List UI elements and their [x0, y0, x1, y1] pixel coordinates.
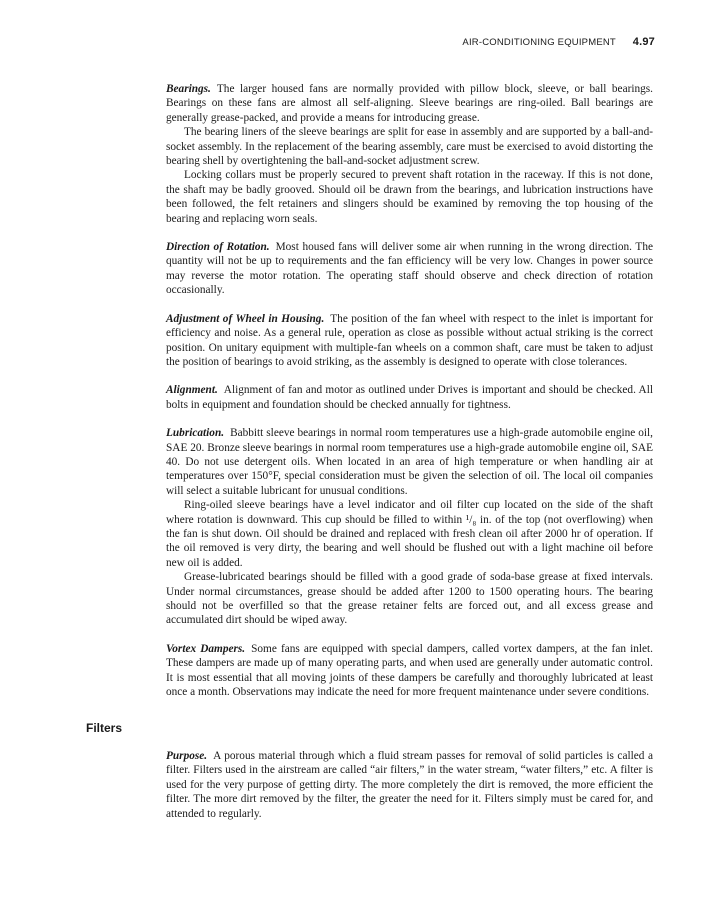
- rotation-section: [166, 240, 653, 298]
- paragraph: [166, 426, 653, 498]
- alignment-heading: Alignment.: [166, 384, 218, 397]
- paragraph: The bearing liners of the sleeve bearings are split for ease in assembly and are supported by a ball-and-socket assembly. In the replacement of the bearing assembly, care must be exercised to avoid distorting the bearing shell by overtightening the ball-and-socket adjustment screw.: [166, 126, 653, 168]
- paragraph: [166, 240, 653, 298]
- bearings-section: [166, 82, 653, 226]
- alignment-section: [166, 383, 653, 412]
- paragraph-text: Babbitt sleeve bearings in normal room temperatures use a high-grade automobile engine oil, SAE 20. Bronze sleeve bearings in normal room temperatures use a high-grade automobile engine oil, SAE 40. Do not use detergent oils. When located in an area of high temperature or when handling air at temperatures over 150°F, special consideration must be given the selection of oil. The local oil companies will select a suitable lubricant for unusual conditions.: [166, 427, 653, 497]
- lubrication-section: [166, 426, 653, 628]
- paragraph: Locking collars must be properly secured to prevent shaft rotation in the raceway. If this is not done, the shaft may be badly grooved. Should oil be drawn from the bearings, and lubrication instructions have been followed, the felt retainers and slingers should be examined by removing the top housing of the bearing and replacing worn seals.: [166, 169, 653, 225]
- paragraph-text: Alignment of fan and motor as outlined under Drives is important and should be checked. All bolts in equipment and foundation should be checked annually for tightness.: [166, 384, 653, 411]
- main-text: [166, 82, 653, 699]
- paragraph: [166, 749, 653, 821]
- filters-purpose-section: [166, 749, 653, 821]
- paragraph: Ring-oiled sleeve bearings have a level indicator and oil filter cup located on the side of the shaft where rotation is downward. This cup should be filled to within ¹/₈ in. of the top (not overflowing) when the fan is shut down. Oil should be drained and replaced with fresh clean oil after 2000 hr of operation. If the oil removed is very dirty, the bearing and well should be flushed out with a light machine oil before new oil is added.: [166, 499, 653, 569]
- paragraph-text: Some fans are equipped with special dampers, called vortex dampers, at the fan inlet. These dampers are made up of many operating parts, and when used are generally under automatic control. It is most essential that all moving joints of these dampers be carefully and thoroughly lubricated at least once a month. Observations may indicate the need for more frequent maintenance under severe conditions.: [166, 642, 653, 699]
- paragraph: [166, 82, 653, 125]
- vortex-dampers-section: [166, 642, 653, 700]
- running-header-title: AIR-CONDITIONING EQUIPMENT: [462, 37, 616, 48]
- paragraph-text: The larger housed fans are normally provided with pillow block, sleeve, or ball bearings. Bearings on these fans are almost all self-aligning. Sleeve bearings are ring-oiled. Ball bearings are generally grease-packed, and provide a means for introducing grease.: [166, 83, 653, 124]
- paragraph: Grease-lubricated bearings should be filled with a good grade of soda-base grease at fixed intervals. Under normal circumstances, grease should be added after 1200 to 1500 operating hours. The bearing should not be overfilled so that the grease retainer felts are forced out, and all excess grease and accumulated dirt should be wiped away.: [166, 571, 653, 627]
- rotation-heading: Direction of Rotation.: [166, 241, 270, 254]
- purpose-heading: Purpose.: [166, 750, 208, 762]
- wheel-adjustment-heading: Adjustment of Wheel in Housing.: [166, 312, 325, 325]
- filters-section-title: Filters: [86, 721, 123, 735]
- paragraph: [166, 642, 653, 700]
- page-number: 4.97: [632, 36, 655, 48]
- bearings-heading: Bearings.: [166, 83, 211, 95]
- lubrication-heading: Lubrication.: [166, 427, 225, 440]
- wheel-adjustment-section: [166, 312, 653, 370]
- paragraph: [166, 312, 653, 370]
- paragraph-text: A porous material through which a fluid stream passes for removal of solid particles is called a filter. Filters used in the airstream are called “air filters,” in the water stream, “water filters,” etc. A filter is used for the very purpose of getting dirty. The more completely the dirt is removed, the more efficient the filter. The more dirt removed by the filter, the greater the need for it. Filters simply must be cared for, and attended to regularly.: [166, 750, 653, 820]
- running-header: [462, 36, 655, 48]
- paragraph-text: The position of the fan wheel with respect to the inlet is important for efficiency and noise. As a general rule, operation as close as possible without actual striking is the correct position. On unitary equipment with multiple-fan wheels on a common shaft, care must be taken to adjust the position of bearings to avoid striking, as the assembly is designed to operate with close tolerances.: [166, 312, 653, 368]
- paragraph: [166, 383, 653, 412]
- vortex-dampers-heading: Vortex Dampers.: [166, 642, 246, 655]
- paragraph-text: Most housed fans will deliver some air when running in the wrong direction. The quantity will not be up to requirements and the fan efficiency will be very low. Changes in power source may reverse the motor rotation. The operating staff should observe and check direction of rotation occasionally.: [166, 241, 653, 297]
